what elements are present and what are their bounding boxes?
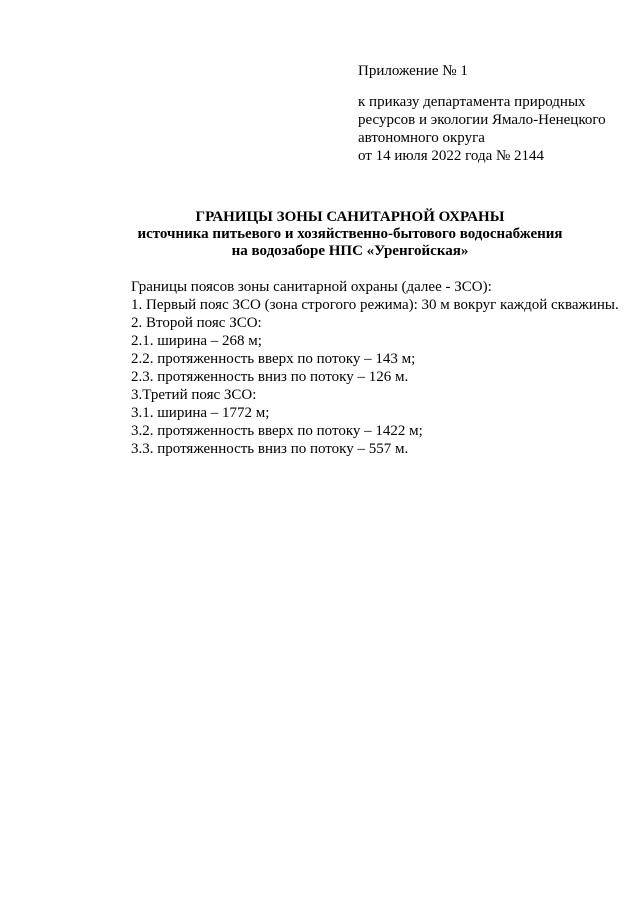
appendix-block xyxy=(358,61,628,165)
body-item: 2.3. протяженность вниз по потоку – 126 м. xyxy=(131,369,409,385)
body-item: 2. Второй пояс ЗСО: xyxy=(131,315,262,331)
appendix-reference xyxy=(358,93,628,165)
document-body xyxy=(131,278,631,458)
body-intro: Границы поясов зоны санитарной охраны (далее - ЗСО): xyxy=(131,279,492,295)
body-item: 3.2. протяженность вверх по потоку – 1422 м; xyxy=(131,423,423,439)
appendix-line: к приказу департамента природных xyxy=(358,94,586,110)
document-heading xyxy=(100,209,600,260)
appendix-line: ресурсов и экологии Ямало-Ненецкого xyxy=(358,112,606,128)
body-item: 1. Первый пояс ЗСО (зона строгого режима): 30 м вокруг каждой скважины. xyxy=(131,297,619,313)
body-item: 3.1. ширина – 1772 м; xyxy=(131,405,270,421)
body-item: 2.2. протяженность вверх по потоку – 143 м; xyxy=(131,351,416,367)
appendix-line: автономного округа xyxy=(358,130,485,146)
body-item: 3.Третий пояс ЗСО: xyxy=(131,387,257,403)
heading-line: ГРАНИЦЫ ЗОНЫ САНИТАРНОЙ ОХРАНЫ xyxy=(195,209,505,225)
appendix-line: от 14 июля 2022 года № 2144 xyxy=(358,148,545,164)
heading-line: на водозаборе НПС «Уренгойская» xyxy=(231,243,469,259)
appendix-title: Приложение № 1 xyxy=(358,63,468,79)
body-item: 3.3. протяженность вниз по потоку – 557 м. xyxy=(131,441,409,457)
body-item: 2.1. ширина – 268 м; xyxy=(131,333,262,349)
heading-line: источника питьевого и хозяйственно-бытового водоснабжения xyxy=(137,226,563,242)
